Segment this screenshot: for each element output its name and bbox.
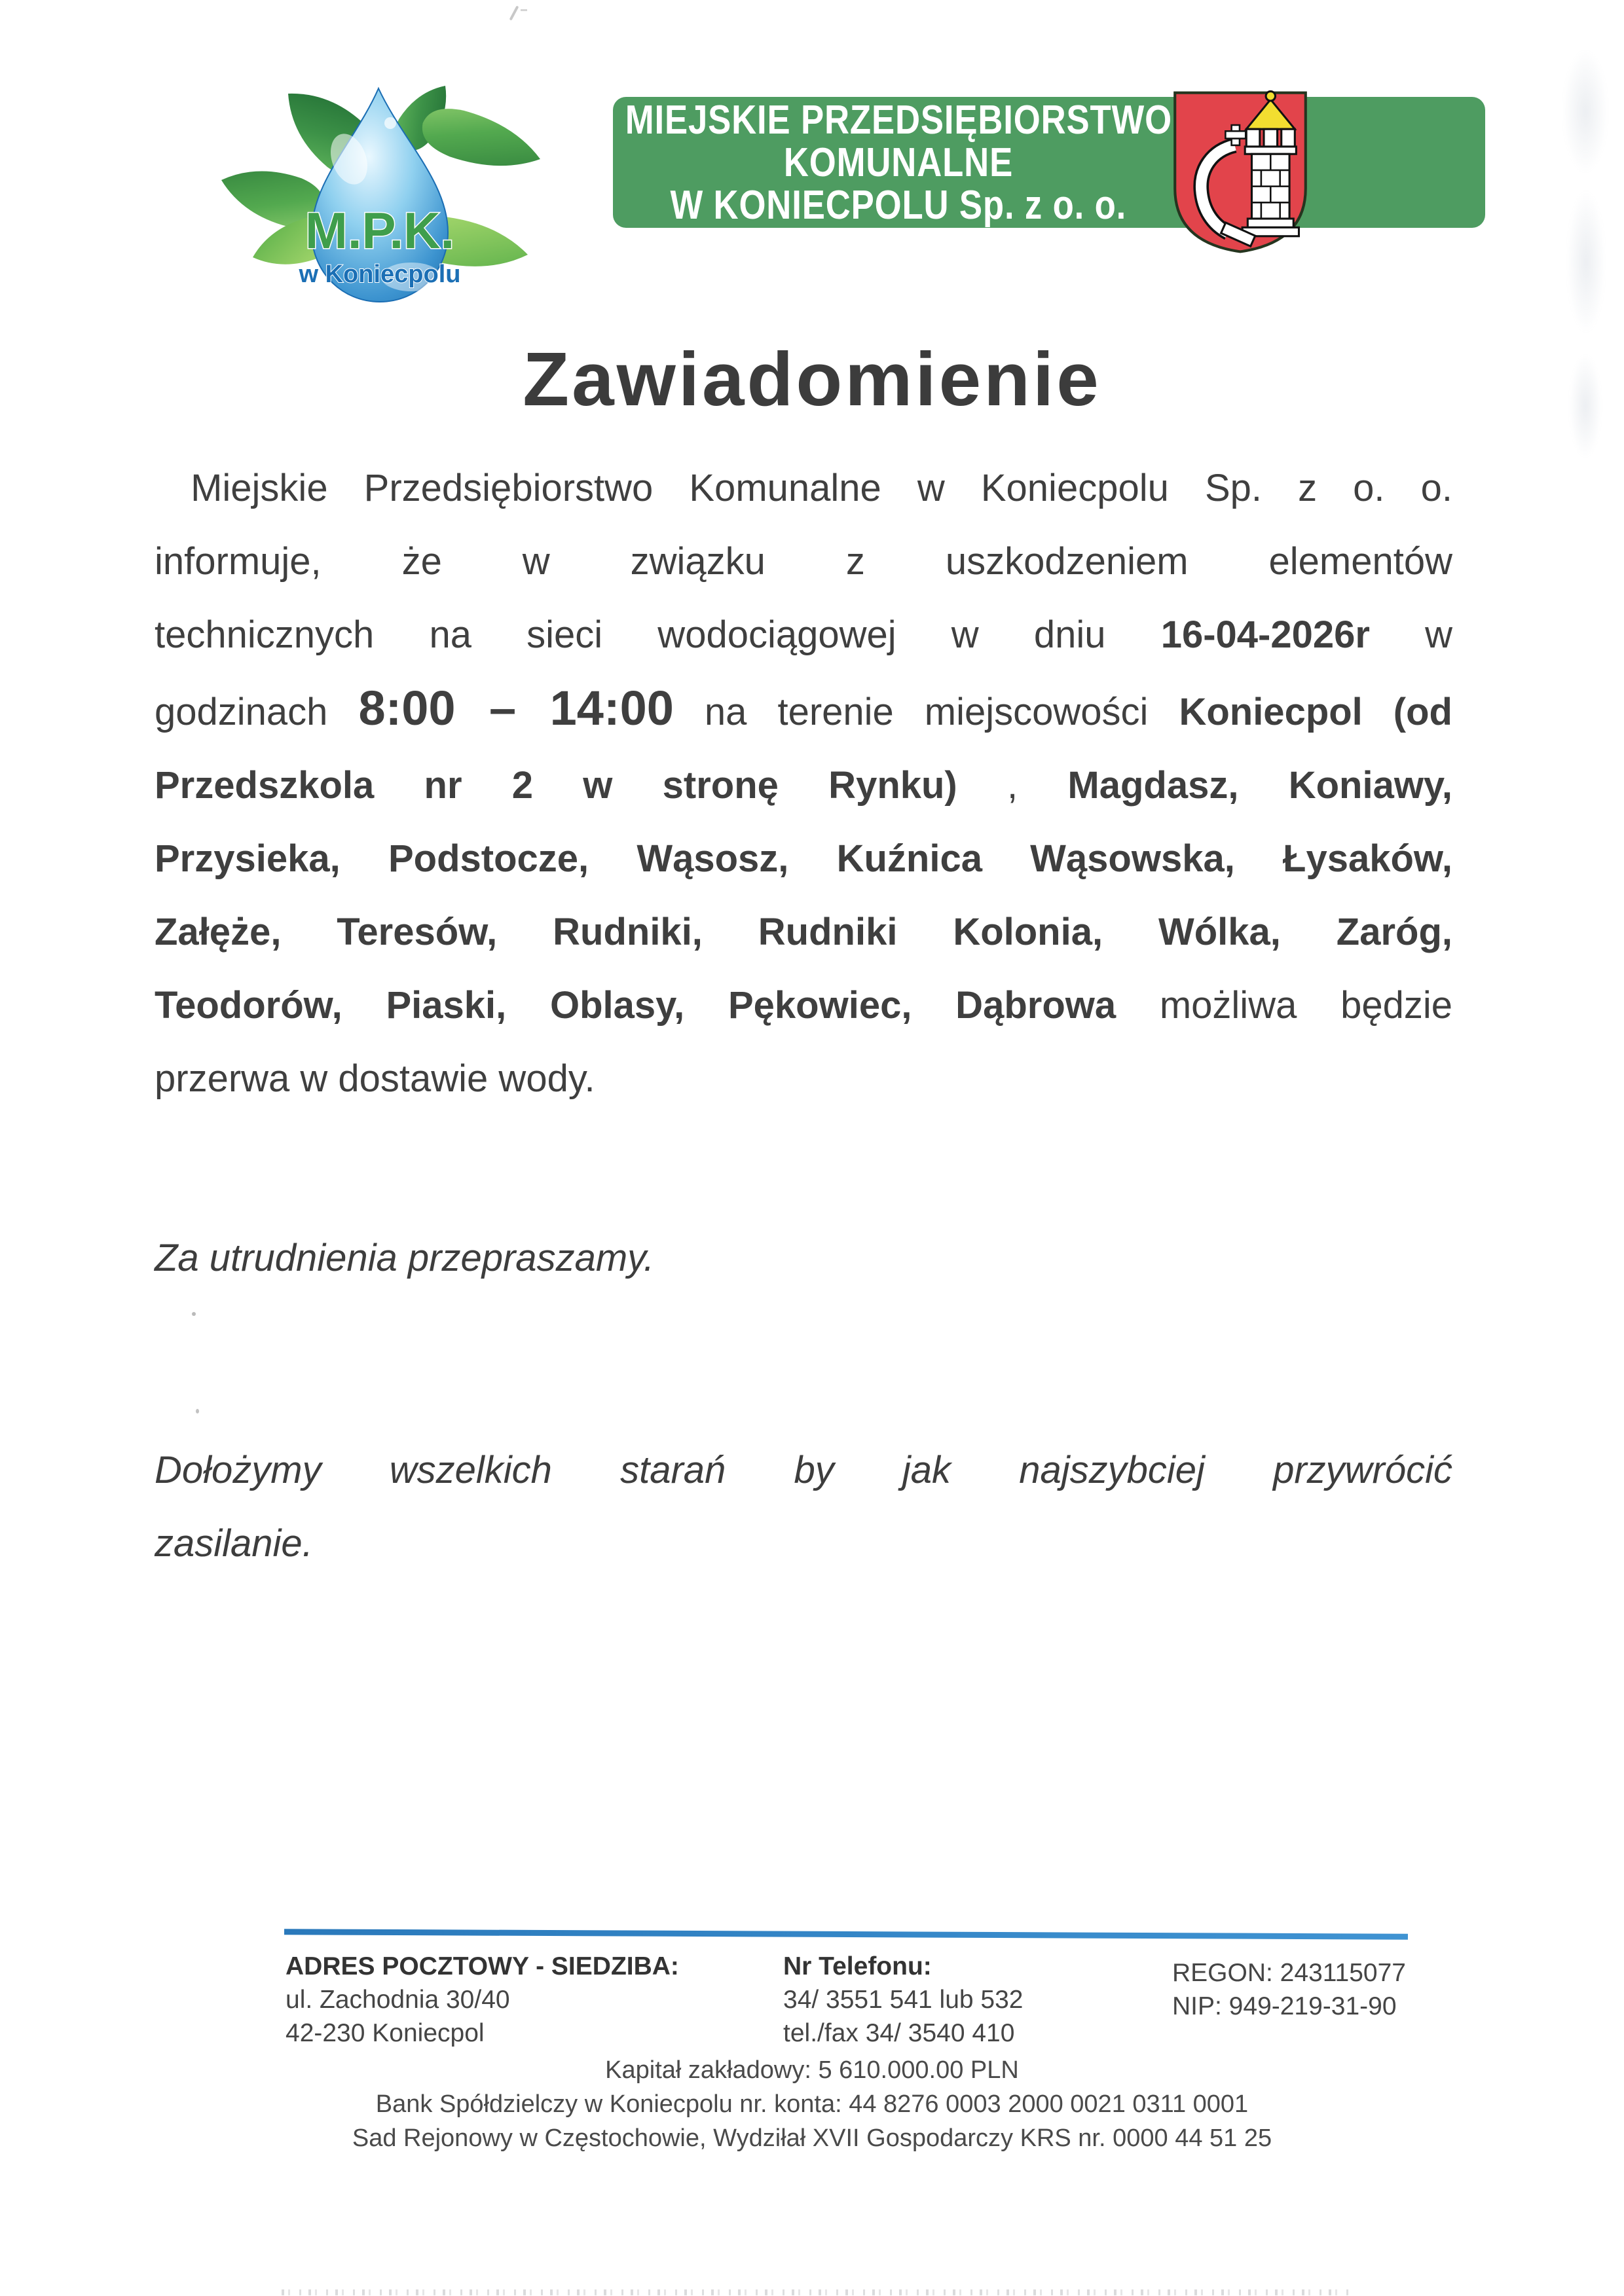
footer-address-block	[286, 1950, 679, 2050]
locality-highlight: Załęże, Teresów, Rudniki, Rudniki Kolonia, Wólka, Zaróg,	[155, 911, 1452, 953]
footer-address-street: ul. Zachodnia 30/40	[286, 1986, 510, 2014]
hours-highlight: 8:00 – 14:00	[358, 681, 674, 735]
locality-highlight: Przysieka, Podstocze, Wąsosz, Kuźnica Wąsowska, Łysaków,	[155, 837, 1452, 880]
footer-address-city: 42-230 Koniecpol	[286, 2019, 485, 2047]
footer-bank-account: Bank Spółdzielczy w Koniecpolu nr. konta: 44 8276 0003 2000 0021 0311 0001	[375, 2090, 1249, 2118]
scan-bleedthrough-artifact	[1566, 190, 1606, 334]
body-line	[155, 749, 1452, 822]
body-line	[155, 598, 1452, 672]
logo-subtitle: w Koniecpolu	[299, 261, 461, 288]
logo-acronym: M.P.K.	[304, 202, 455, 259]
footer-court-registry: Sad Rejonowy w Częstochowie, Wydziłał XVII Gospodarczy KRS nr. 0000 44 51 25	[352, 2124, 1272, 2152]
locality-highlight: Koniecpol (od	[1179, 691, 1452, 733]
body-line	[155, 452, 1452, 525]
body-line	[155, 672, 1452, 749]
notice-title: Zawiadomienie	[523, 337, 1101, 422]
company-banner	[613, 97, 1485, 228]
footer-phone-block	[783, 1950, 1024, 2050]
footer-registry-block	[1172, 1956, 1406, 2023]
body-line	[155, 822, 1452, 896]
text-segment: informuje, że w związku z uszkodzeniem elementów	[155, 540, 1452, 583]
apology-line: Za utrudnienia przepraszamy.	[155, 1237, 654, 1279]
notice-body	[155, 452, 1452, 1116]
koniecpol-coat-of-arms-icon	[1170, 86, 1311, 257]
body-line	[155, 525, 1452, 598]
scan-artifact	[509, 5, 519, 20]
footer-phone-header: Nr Telefonu:	[783, 1952, 932, 1980]
assurance-line: zasilanie.	[155, 1522, 313, 1565]
scan-artifact	[521, 9, 527, 11]
footer-fax-number: tel./fax 34/ 3540 410	[783, 2019, 1015, 2047]
body-line	[155, 896, 1452, 969]
text-segment: ,	[957, 764, 1068, 807]
footer-address-header: ADRES POCZTOWY - SIEDZIBA:	[286, 1952, 679, 1980]
assurance-line: Dołożymy wszelkich starań by jak najszybciej przywrócić	[155, 1449, 1452, 1491]
date-highlight: 16-04-2026r	[1160, 613, 1370, 656]
company-name-line: W KONIECPOLU Sp. z o. o.	[670, 182, 1127, 228]
scan-artifact	[196, 1409, 199, 1413]
text-segment: Miejskie Przedsiębiorstwo Komunalne w Koniecpolu Sp. z o. o.	[155, 467, 1452, 509]
scan-bleedthrough-artifact	[1562, 49, 1608, 173]
company-name-line: KOMUNALNE	[783, 139, 1014, 185]
text-segment: przerwa w dostawie wody.	[155, 1057, 595, 1100]
footer-regon: REGON: 243115077	[1172, 1959, 1406, 1987]
footer-capital: Kapitał zakładowy: 5 610.000.00 PLN	[605, 2056, 1019, 2084]
body-line	[155, 1042, 1452, 1116]
scan-artifact	[192, 1312, 196, 1316]
footer-divider	[284, 1929, 1408, 1939]
footer-legal-block	[131, 2053, 1493, 2155]
text-segment: na terenie miejscowości	[673, 691, 1179, 733]
text-segment: w	[1369, 613, 1452, 656]
assurance-paragraph	[155, 1434, 1452, 1580]
footer-nip: NIP: 949-219-31-90	[1172, 1992, 1397, 2020]
text-segment: godzinach	[155, 691, 359, 733]
body-line	[155, 969, 1452, 1042]
locality-highlight: Magdasz, Koniawy,	[1067, 764, 1453, 807]
company-banner-text	[625, 97, 1172, 228]
text-segment: możliwa będzie	[1116, 984, 1452, 1027]
locality-highlight: Teodorów, Piaski, Oblasy, Pękowiec, Dąbrowa	[155, 984, 1116, 1027]
locality-highlight: Przedszkola nr 2 w stronę Rynku)	[155, 764, 957, 807]
mpk-logo	[215, 60, 545, 330]
footer-phone-number: 34/ 3551 541 lub 532	[783, 1986, 1024, 2014]
text-segment: technicznych na sieci wodociągowej w dniu	[155, 613, 1161, 656]
company-name-line: MIEJSKIE PRZEDSIĘBIORSTWO	[625, 97, 1172, 143]
leaf-icon	[416, 100, 545, 182]
cutoff-text-artifact	[282, 2289, 1356, 2295]
